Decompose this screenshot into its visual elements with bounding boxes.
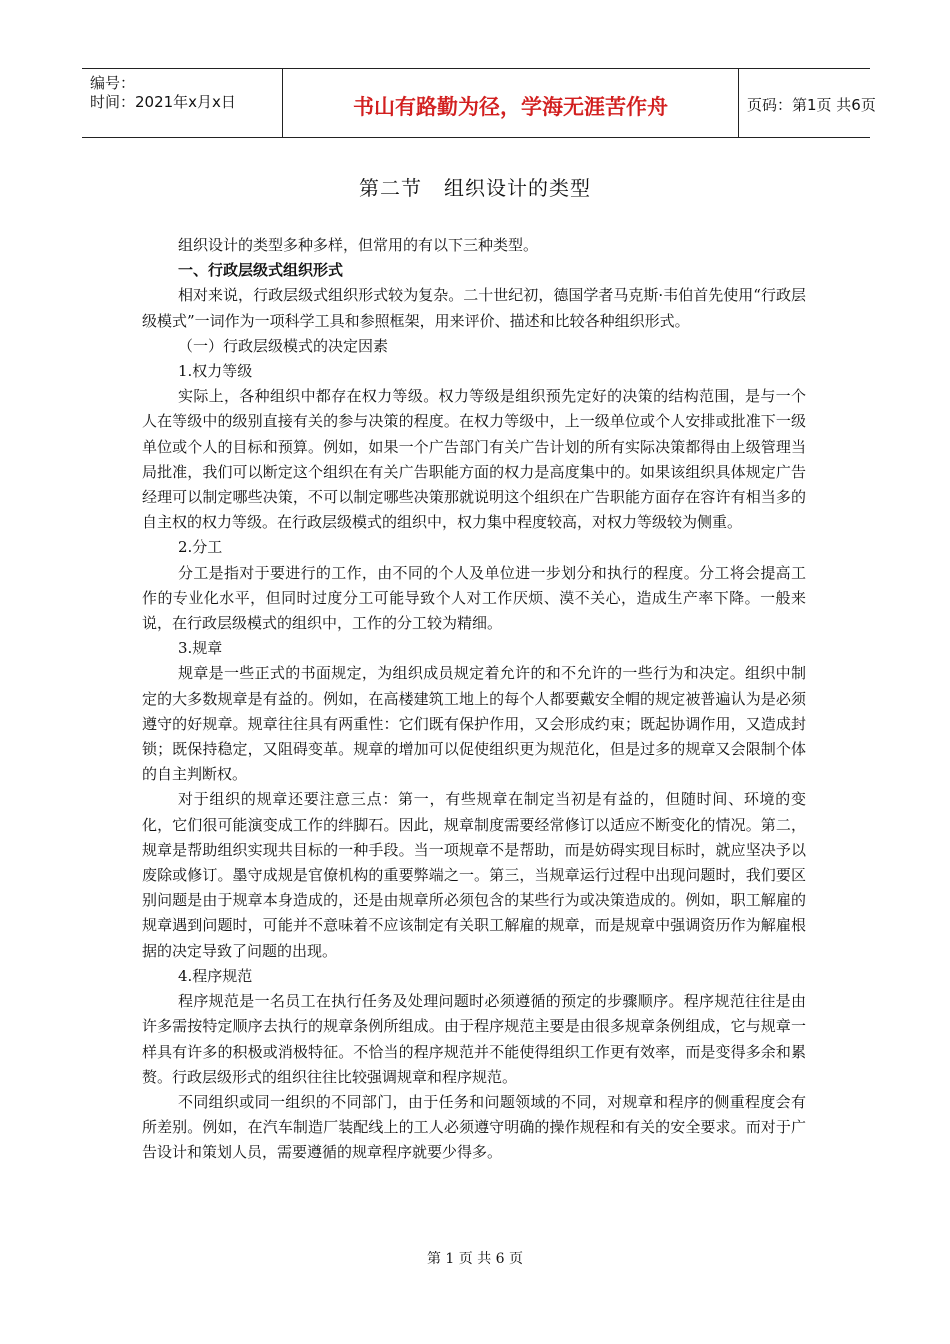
paragraph: 分工是指对于要进行的工作，由不同的个人及单位进一步划分和执行的程度。分工将会提高工作的专业化水平，但同时过度分工可能导致个人对工作厌烦、漠不关心，造成生产率下降。一般来说，在行政层级模式的组织中，工作的分工较为精细。 [142,563,806,633]
paragraph: 对于组织的规章还要注意三点：第一，有些规章在制定当初是有益的，但随时间、环境的变化，它们很可能演变成工作的绊脚石。因此，规章制度需要经常修订以适应不断变化的情况。第二，规章是帮助组织实现共目标的一种手段。当一项规章不是帮助，而是妨碍实现目标时，就应坚决予以废除或修订。墨守成规是官僚机构的重要弊端之一。第三，当规章运行过程中出现问题时，我们要区别问题是由于规章本身造成的，还是由规章所必须包含的某些行为或决策造成的。例如，职工解雇的规章遇到问题时，可能并不意味着不应该制定有关职工解雇的规章，而是规章中强调资历作为解雇根据的决定导致了问题的出现。 [142,790,806,960]
document-date-label: 时间：2021年x月x日 [90,93,236,111]
header-motto-cell [283,69,739,137]
item-heading: 1.权力等级 [178,362,253,381]
paragraph: 不同组织或同一组织的不同部门，由于任务和问题领域的不同，对规章和程序的侧重程度会有所差别。例如，在汽车制造厂装配线上的工人必须遵守明确的操作规程和有关的安全要求。而对于广告设计和策划人员，需要遵循的规章程序就要少得多。 [142,1092,806,1162]
header-meta-cell [82,69,283,137]
document-number-label: 编号： [90,74,136,92]
paragraph: 组织设计的类型多种多样，但常用的有以下三种类型。 [178,236,539,254]
header-page-cell [739,69,876,137]
body-text [142,233,806,1166]
header-page-info: 页码：第1页 共6页 [747,96,876,114]
paragraph: 规章是一些正式的书面规定，为组织成员规定着允许的和不允许的一些行为和决定。组织中制定的大多数规章是有益的。例如，在高楼建筑工地上的每个人都要戴安全帽的规定被普遍认为是必须遵守的好规章。规章往往具有两重性：它们既有保护作用，又会形成约束；既起协调作用，又造成封锁；既保持稳定，又阻碍变革。规章的增加可以促使组织更为规范化，但是过多的规章又会限制个体的自主判断权。 [142,664,806,784]
paragraph: 实际上，各种组织中都存在权力等级。权力等级是组织预先定好的决策的结构范围，是与一个人在等级中的级别直接有关的参与决策的程度。在权力等级中，上一级单位或个人安排或批准下一级单位或个人的目标和预算。例如，如果一个广告部门有关广告计划的所有实际决策都得由上级管理当局批准，我们可以断定这个组织在有关广告职能方面的权力是高度集中的。如果该组织具体规定广告经理可以制定哪些决策，不可以制定哪些决策那就说明这个组织在广告职能方面存在容许有相当多的自主权的权力等级。在行政层级模式的组织中，权力集中程度较高，对权力等级较为侧重。 [142,387,806,532]
subsection-heading: （一）行政层级模式的决定因素 [178,336,389,355]
header-table [82,68,876,138]
paragraph: 程序规范是一名员工在执行任务及处理问题时必须遵循的预定的步骤顺序。程序规范往往是由许多需按特定顺序去执行的规章条例所组成。由于程序规范主要是由很多规章条例组成，它与规章一样具有许多的积极或消极特征。不恰当的程序规范并不能使得组织工作更有效率，而是变得多余和累赘。行政层级形式的组织往往比较强调规章和程序规范。 [142,992,806,1086]
paragraph: 相对来说，行政层级式组织形式较为复杂。二十世纪初，德国学者马克斯·韦伯首先使用“行政层级模式”一词作为一项科学工具和参照框架，用来评价、描述和比较各种组织形式。 [142,286,806,330]
section-title: 第二节 组织设计的类型 [358,176,592,200]
page-footer: 第 1 页 共 6 页 [426,1251,524,1267]
item-heading: 4.程序规范 [178,966,253,985]
item-heading: 2.分工 [178,538,223,557]
header-motto: 书山有路勤为径，学海无涯苦作舟 [353,95,668,119]
item-heading: 3.规章 [178,639,223,658]
section-heading: 一、行政层级式组织形式 [178,261,344,280]
